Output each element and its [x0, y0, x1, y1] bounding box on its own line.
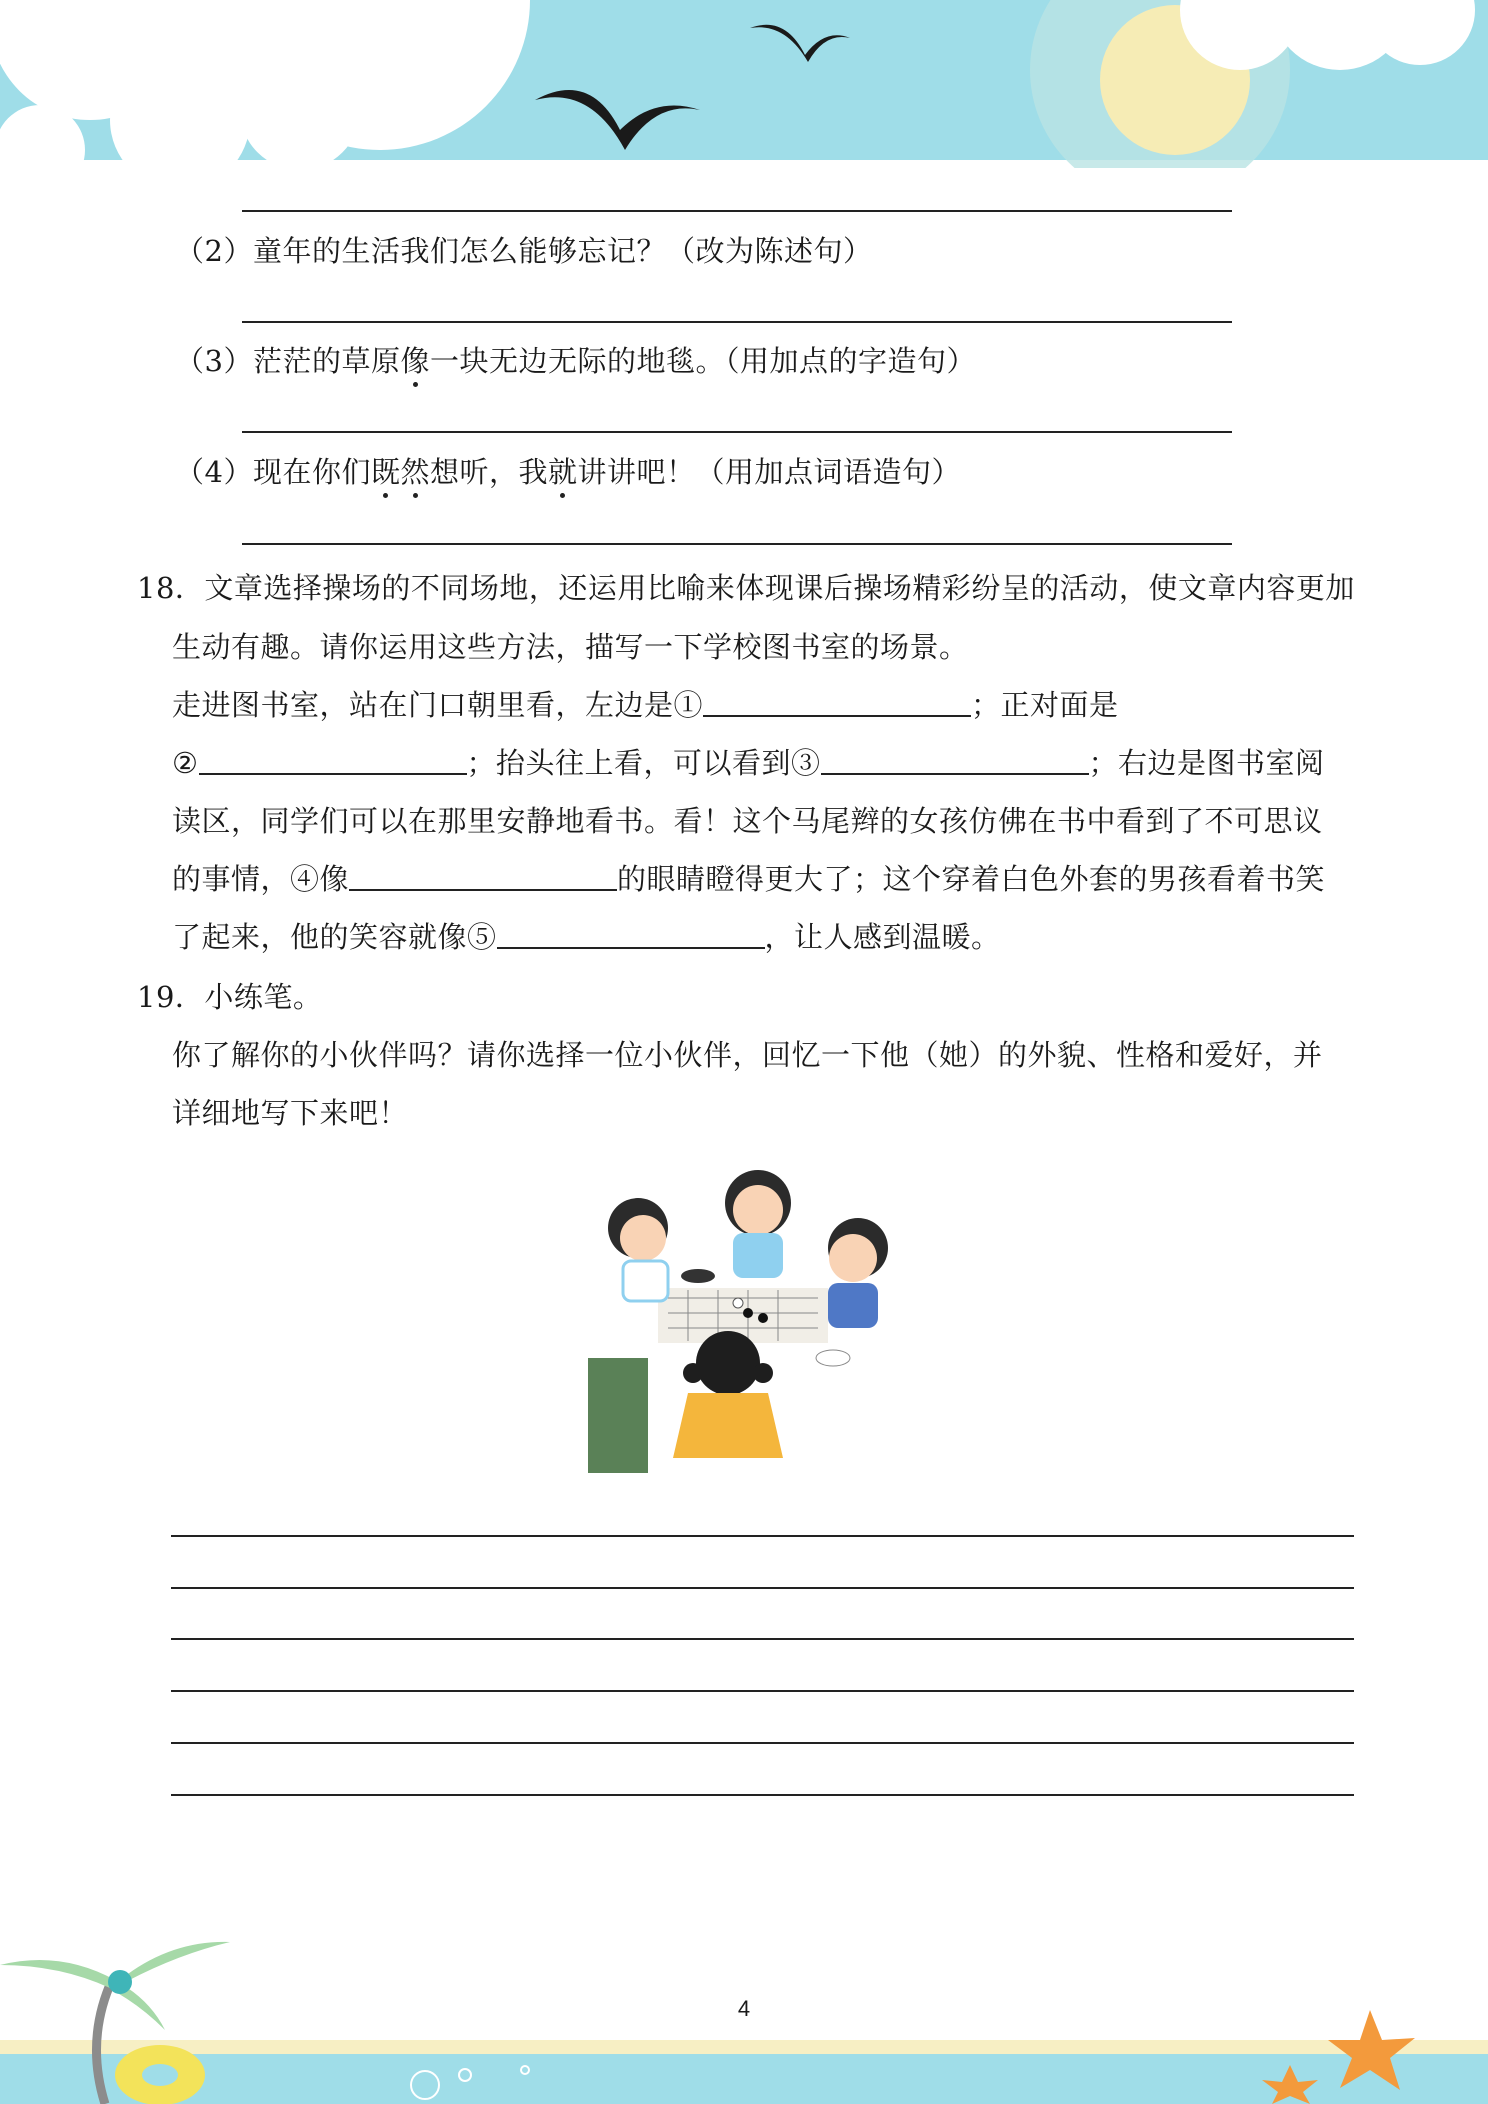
fill-blank-3[interactable] — [821, 743, 1089, 775]
answer-line-17-4 — [242, 543, 1232, 545]
q18-line-4: ② ；抬头往上看，可以看到③ ；右边是图书室阅 — [172, 743, 1325, 783]
q19-title: 19．小练笔。 — [137, 980, 323, 1014]
emphasis-char: 像 — [400, 341, 430, 381]
writing-line-3 — [171, 1638, 1354, 1640]
fill-blank-5[interactable] — [497, 917, 765, 949]
q18-line-7: 了起来，他的笑容就像⑤ ，让人感到温暖。 — [172, 917, 1001, 957]
fill-blank-1[interactable] — [703, 685, 971, 717]
writing-line-6 — [171, 1794, 1354, 1796]
answer-line-17-1 — [242, 210, 1232, 212]
q18-line-6: 的事情，④像 的眼睛瞪得更大了；这个穿着白色外套的男孩看着书笑 — [172, 859, 1325, 899]
emphasis-char: 然 — [400, 452, 430, 492]
q18-line-5: 读区，同学们可以在那里安静地看书。看！这个马尾辫的女孩仿佛在书中看到了不可思议 — [172, 804, 1323, 838]
q17-item-4: （4）现在你们既然想听，我就讲讲吧！（用加点词语造句） — [175, 452, 961, 492]
q19-line-1: 你了解你的小伙伴吗？请你选择一位小伙伴，回忆一下他（她）的外貌、性格和爱好，并 — [172, 1038, 1323, 1072]
writing-line-2 — [171, 1587, 1354, 1589]
writing-line-1 — [171, 1535, 1354, 1537]
q18-line-2: 生动有趣。请你运用这些方法，描写一下学校图书室的场景。 — [172, 630, 969, 664]
swim-ring-icon — [115, 2045, 205, 2104]
footer-banner — [0, 1920, 1488, 2104]
writing-line-4 — [171, 1690, 1354, 1692]
emphasis-char: 就 — [548, 452, 578, 492]
children-playing-go-illustration — [588, 1158, 908, 1478]
q17-item-2: （2）童年的生活我们怎么能够忘记？（改为陈述句） — [175, 234, 873, 268]
fill-blank-4[interactable] — [349, 859, 617, 891]
page-number: 4 — [737, 1996, 751, 2021]
emphasis-char: 既 — [371, 452, 401, 492]
q19-line-2: 详细地写下来吧！ — [172, 1096, 409, 1130]
fill-blank-2[interactable] — [199, 743, 467, 775]
answer-line-17-3 — [242, 431, 1232, 433]
header-banner — [0, 0, 1488, 168]
writing-line-5 — [171, 1742, 1354, 1744]
q18-line-1: 18．文章选择操场的不同场地，还运用比喻来体现课后操场精彩纷呈的活动，使文章内容更加 — [137, 571, 1355, 605]
q17-item-3: （3）茫茫的草原像一块无边无际的地毯。（用加点的字造句） — [175, 341, 976, 381]
answer-line-17-2 — [242, 321, 1232, 323]
q18-line-3: 走进图书室，站在门口朝里看，左边是① ；正对面是 — [172, 685, 1119, 725]
